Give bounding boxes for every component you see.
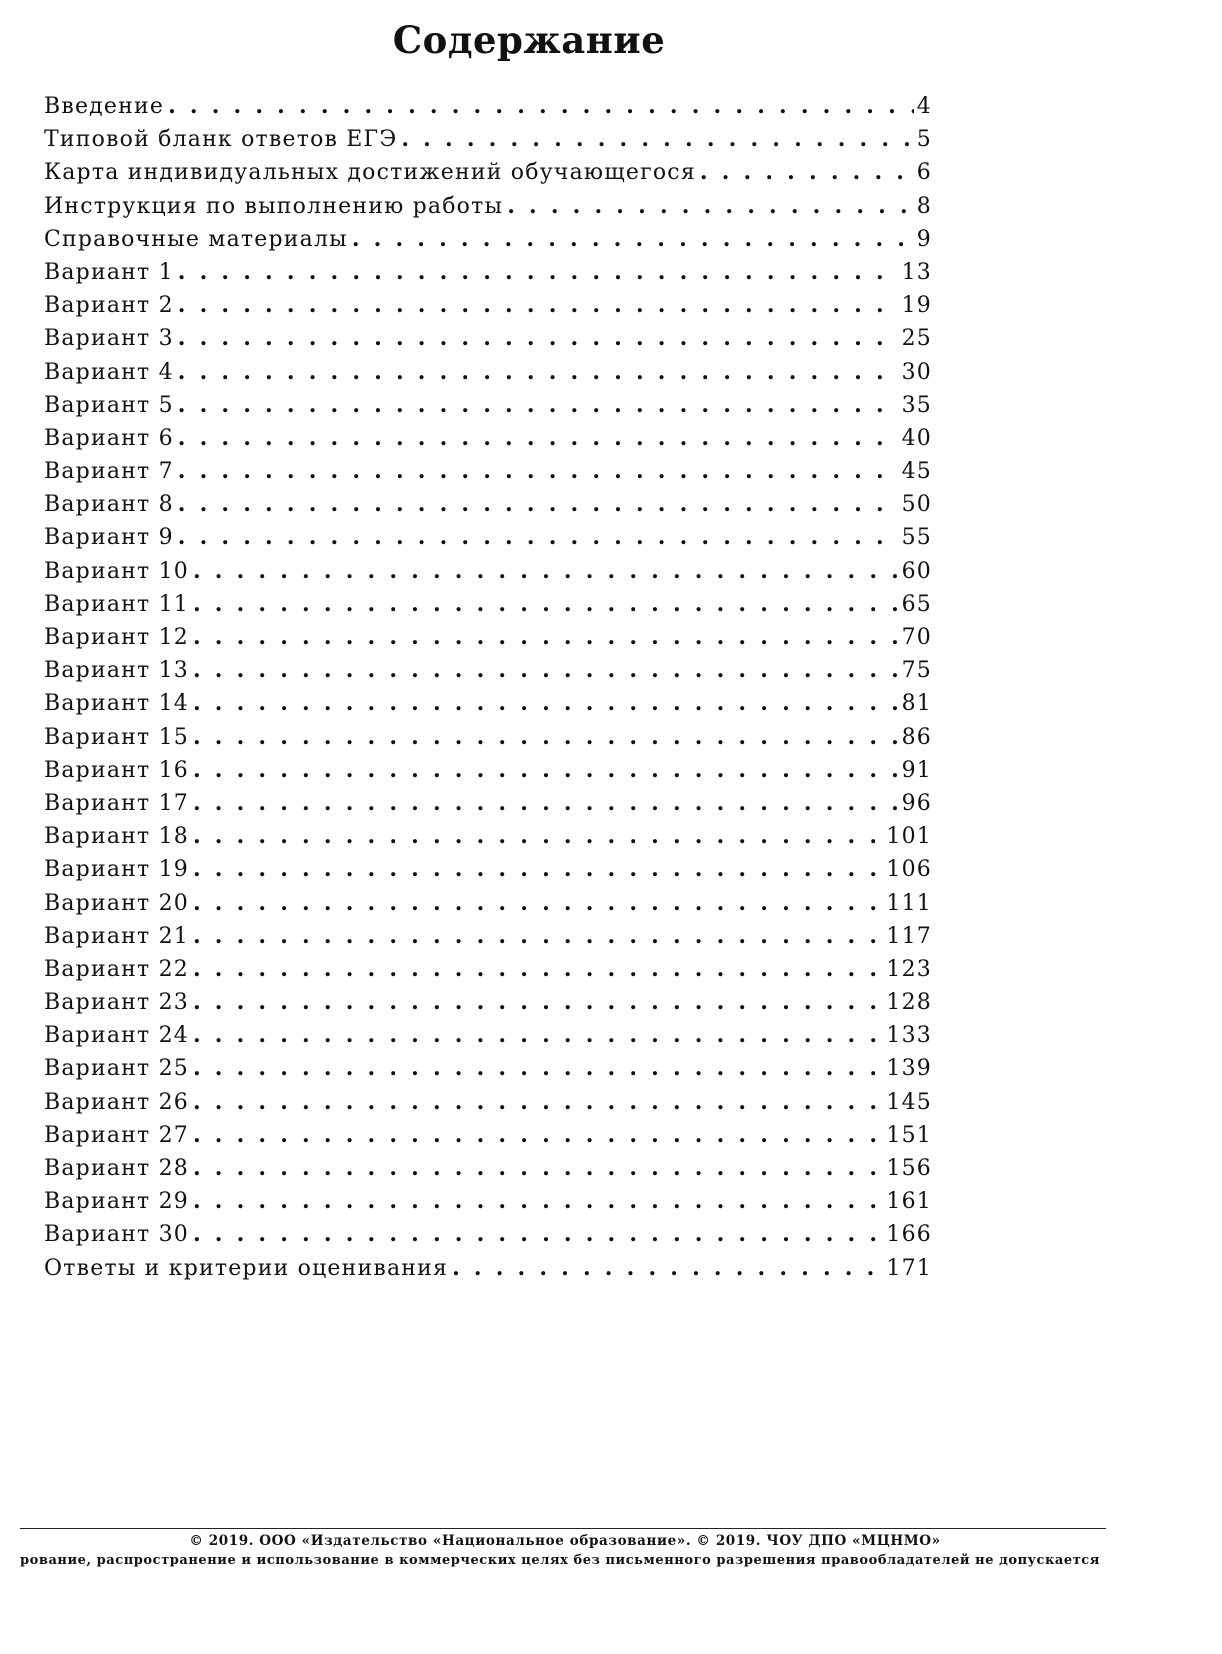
toc-entry-label: Вариант 2 xyxy=(44,293,174,319)
toc-dot-leader xyxy=(193,1019,883,1052)
toc-dot-leader xyxy=(178,322,899,355)
toc-dot-leader xyxy=(700,156,914,189)
toc-entry-page-number: 60 xyxy=(901,558,932,584)
toc-entry-page-number: 40 xyxy=(901,425,932,451)
toc-entry-label: Вариант 23 xyxy=(44,990,189,1016)
toc-entry-label: Ответы и критерии оценивания xyxy=(44,1255,449,1281)
toc-entry-page-number: 166 xyxy=(886,1222,932,1248)
table-of-contents xyxy=(44,90,932,1285)
toc-entry[interactable] xyxy=(44,1152,932,1185)
toc-entry-page-number: 30 xyxy=(901,359,932,385)
toc-entry-page-number: 55 xyxy=(901,525,932,551)
toc-entry-label: Инструкция по выполнению работы xyxy=(44,193,504,219)
toc-entry-page-number: 65 xyxy=(901,591,932,617)
toc-entry-label: Типовой бланк ответов ЕГЭ xyxy=(44,127,398,153)
toc-entry-label: Вариант 22 xyxy=(44,956,189,982)
toc-entry[interactable] xyxy=(44,488,932,521)
toc-dot-leader xyxy=(507,190,914,223)
toc-entry-label: Вариант 29 xyxy=(44,1189,189,1215)
toc-entry[interactable] xyxy=(44,721,932,754)
toc-entry-page-number: 101 xyxy=(886,824,932,850)
toc-entry[interactable] xyxy=(44,156,932,189)
toc-entry-label: Вариант 16 xyxy=(44,757,189,783)
toc-entry[interactable] xyxy=(44,389,932,422)
toc-entry[interactable] xyxy=(44,1218,932,1251)
toc-entry-label: Вариант 19 xyxy=(44,857,189,883)
toc-entry[interactable] xyxy=(44,621,932,654)
toc-dot-leader xyxy=(178,488,899,521)
toc-entry-page-number: 106 xyxy=(886,857,932,883)
toc-entry-page-number: 35 xyxy=(901,392,932,418)
toc-entry[interactable] xyxy=(44,986,932,1019)
toc-entry-page-number: 156 xyxy=(886,1156,932,1181)
toc-entry[interactable] xyxy=(44,322,932,355)
toc-entry-page-number: 171 xyxy=(886,1255,932,1281)
toc-entry-page-number: 75 xyxy=(901,658,932,684)
toc-entry[interactable] xyxy=(44,920,932,953)
toc-entry-page-number: 25 xyxy=(901,326,932,352)
toc-entry-page-number: 5 xyxy=(916,127,932,153)
toc-entry-label: Вариант 20 xyxy=(44,890,189,916)
toc-entry-label: Вариант 30 xyxy=(44,1222,189,1248)
toc-dot-leader xyxy=(193,887,883,920)
toc-dot-leader xyxy=(193,687,899,720)
toc-dot-leader xyxy=(193,953,883,986)
toc-dot-leader xyxy=(193,754,899,787)
toc-dot-leader xyxy=(178,289,899,322)
toc-entry-page-number: 96 xyxy=(901,790,932,816)
toc-entry-page-number: 45 xyxy=(901,459,932,485)
toc-entry[interactable] xyxy=(44,853,932,886)
toc-entry-page-number: 145 xyxy=(886,1089,932,1115)
toc-entry-label: Вариант 26 xyxy=(44,1089,189,1115)
toc-entry-label: Вариант 3 xyxy=(44,326,174,352)
toc-entry-label: Справочные материалы xyxy=(44,226,348,252)
toc-entry[interactable] xyxy=(44,887,932,920)
toc-dot-leader xyxy=(178,389,899,422)
toc-entry-label: Вариант 18 xyxy=(44,824,189,850)
toc-entry-label: Вариант 12 xyxy=(44,625,189,650)
toc-entry-label: Вариант 7 xyxy=(44,459,174,485)
toc-entry[interactable] xyxy=(44,588,932,621)
toc-entry[interactable] xyxy=(44,953,932,986)
toc-dot-leader xyxy=(193,1218,883,1251)
toc-entry[interactable] xyxy=(44,787,932,820)
toc-dot-leader xyxy=(168,90,914,123)
toc-entry[interactable] xyxy=(44,521,932,554)
footer-divider xyxy=(20,1528,1106,1529)
toc-entry[interactable] xyxy=(44,1252,932,1285)
toc-dot-leader xyxy=(178,356,899,389)
toc-entry[interactable] xyxy=(44,555,932,588)
toc-entry-page-number: 91 xyxy=(901,757,932,783)
toc-entry-page-number: 6 xyxy=(916,160,932,186)
toc-entry-label: Вариант 28 xyxy=(44,1156,189,1181)
toc-entry-page-number: 70 xyxy=(901,625,932,650)
toc-dot-leader xyxy=(193,1052,883,1085)
toc-entry[interactable] xyxy=(44,223,932,256)
toc-dot-leader xyxy=(401,123,913,156)
page-title: Содержание xyxy=(392,18,666,62)
toc-entry-label: Вариант 14 xyxy=(44,691,189,717)
toc-entry-page-number: 19 xyxy=(901,293,932,319)
toc-entry-page-number: 81 xyxy=(901,691,932,717)
toc-entry-label: Вариант 15 xyxy=(44,724,189,750)
toc-entry-label: Вариант 9 xyxy=(44,525,174,551)
toc-entry[interactable] xyxy=(44,90,932,123)
toc-entry-page-number: 111 xyxy=(886,890,932,916)
toc-dot-leader xyxy=(193,654,899,687)
toc-entry-page-number: 50 xyxy=(901,492,932,518)
toc-entry[interactable] xyxy=(44,687,932,720)
toc-dot-leader xyxy=(352,223,914,256)
toc-entry-page-number: 139 xyxy=(886,1056,932,1082)
toc-dot-leader xyxy=(193,721,899,754)
toc-entry[interactable] xyxy=(44,1185,932,1218)
toc-dot-leader xyxy=(193,920,883,953)
toc-entry-page-number: 8 xyxy=(916,193,932,219)
toc-dot-leader xyxy=(193,1119,883,1152)
toc-entry[interactable] xyxy=(44,422,932,455)
toc-entry-label: Вариант 17 xyxy=(44,790,189,816)
toc-entry-label: Вариант 10 xyxy=(44,558,189,584)
toc-entry-label: Вариант 1 xyxy=(44,259,174,285)
toc-entry-label: Вариант 21 xyxy=(44,923,189,949)
toc-entry[interactable] xyxy=(44,1052,932,1085)
toc-entry[interactable] xyxy=(44,455,932,488)
toc-entry-page-number: 133 xyxy=(886,1023,932,1049)
toc-dot-leader xyxy=(193,555,899,588)
toc-entry-page-number: 4 xyxy=(916,94,932,119)
toc-entry[interactable] xyxy=(44,654,932,687)
toc-dot-leader xyxy=(193,853,883,886)
toc-entry-label: Вариант 13 xyxy=(44,658,189,684)
toc-entry[interactable] xyxy=(44,356,932,389)
toc-entry[interactable] xyxy=(44,289,932,322)
toc-entry-page-number: 128 xyxy=(886,990,932,1016)
toc-entry-label: Вариант 25 xyxy=(44,1056,189,1082)
toc-dot-leader xyxy=(193,787,899,820)
toc-dot-leader xyxy=(452,1252,883,1285)
toc-entry[interactable] xyxy=(44,1086,932,1119)
toc-entry-page-number: 123 xyxy=(886,956,932,982)
footer-notice: рование, распространение и использование в коммерческих целях без письменного разрешения правообладателей не допускается xyxy=(20,1553,1100,1568)
toc-entry-label: Вариант 27 xyxy=(44,1122,189,1148)
toc-dot-leader xyxy=(178,422,899,455)
toc-dot-leader xyxy=(193,1152,883,1185)
toc-dot-leader xyxy=(193,986,883,1019)
toc-entry-label: Введение xyxy=(44,94,165,119)
toc-entry-label: Вариант 24 xyxy=(44,1023,189,1049)
toc-entry-page-number: 151 xyxy=(886,1122,932,1148)
toc-entry-page-number: 117 xyxy=(886,923,932,949)
toc-dot-leader xyxy=(178,521,899,554)
toc-entry-page-number: 86 xyxy=(901,724,932,750)
toc-entry[interactable] xyxy=(44,820,932,853)
toc-entry-page-number: 161 xyxy=(886,1189,932,1215)
toc-entry[interactable] xyxy=(44,190,932,223)
toc-entry-label: Вариант 5 xyxy=(44,392,174,418)
toc-entry[interactable] xyxy=(44,1019,932,1052)
toc-dot-leader xyxy=(193,820,883,853)
toc-entry-label: Вариант 6 xyxy=(44,425,174,451)
toc-entry-label: Вариант 11 xyxy=(44,591,189,617)
toc-entry[interactable] xyxy=(44,123,932,156)
toc-dot-leader xyxy=(193,621,899,654)
toc-entry-page-number: 9 xyxy=(916,226,932,252)
toc-entry-label: Вариант 4 xyxy=(44,359,174,385)
toc-entry-page-number: 13 xyxy=(901,259,932,285)
toc-entry-label: Карта индивидуальных достижений обучающегося xyxy=(44,160,696,186)
toc-dot-leader xyxy=(193,1185,883,1218)
toc-dot-leader xyxy=(178,455,899,488)
toc-entry[interactable] xyxy=(44,754,932,787)
footer-copyright: © 2019. ООО «Издательство «Национальное образование». © 2019. ЧОУ ДПО «МЦНМО» xyxy=(189,1533,941,1549)
toc-dot-leader xyxy=(193,588,899,621)
toc-entry[interactable] xyxy=(44,1119,932,1152)
toc-entry-label: Вариант 8 xyxy=(44,492,174,518)
toc-dot-leader xyxy=(178,256,899,289)
toc-entry[interactable] xyxy=(44,256,932,289)
toc-dot-leader xyxy=(193,1086,883,1119)
